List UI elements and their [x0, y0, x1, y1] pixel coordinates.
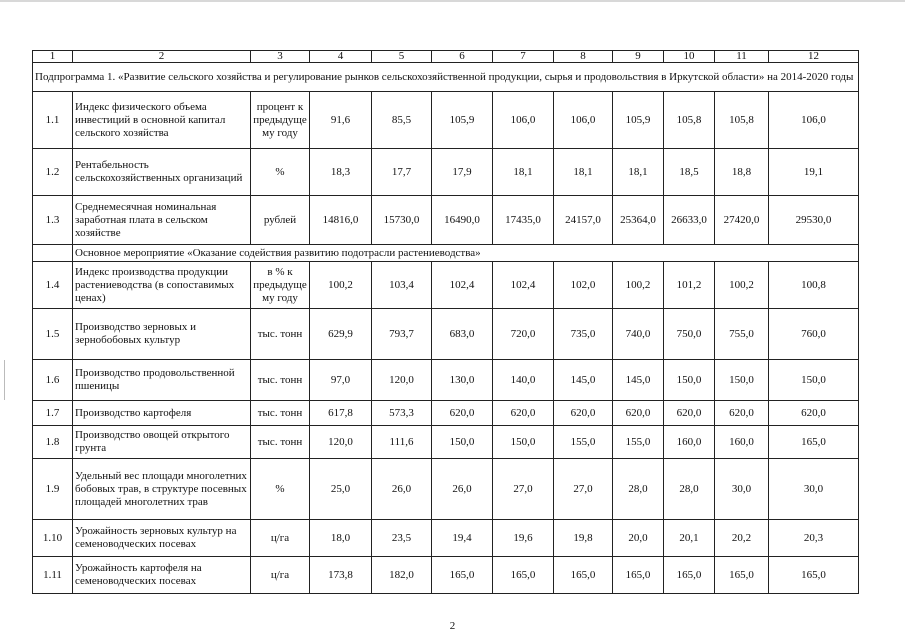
value-cell: 165,0: [554, 557, 613, 594]
value-cell: 28,0: [613, 459, 664, 520]
unit-cell: ц/га: [251, 557, 310, 594]
row-number: 1.10: [33, 520, 73, 557]
value-cell: 20,0: [613, 520, 664, 557]
value-cell: 182,0: [372, 557, 432, 594]
value-cell: 30,0: [715, 459, 769, 520]
value-cell: 23,5: [372, 520, 432, 557]
table-row: [33, 401, 859, 426]
value-cell: 18,8: [715, 149, 769, 196]
value-cell: 617,8: [310, 401, 372, 426]
indicators-table: [32, 50, 859, 594]
column-number: 8: [554, 51, 613, 63]
value-cell: 97,0: [310, 360, 372, 401]
value-cell: 26,0: [432, 459, 493, 520]
value-cell: 26633,0: [664, 196, 715, 245]
indicator-name: Производство овощей открытого грунта: [73, 426, 251, 459]
indicator-name: Производство продовольственной пшеницы: [73, 360, 251, 401]
value-cell: 18,1: [493, 149, 554, 196]
value-cell: 150,0: [493, 426, 554, 459]
row-number: 1.6: [33, 360, 73, 401]
table-row: [33, 149, 859, 196]
value-cell: 102,4: [432, 262, 493, 309]
subprogram-title: Подпрограмма 1. «Развитие сельского хозяйства и регулирование рынков сельскохозяйственной продукции, сырья и продовольствия в Иркутской области» на 2014-2020 годы: [33, 63, 859, 92]
table-row: [33, 262, 859, 309]
value-cell: 130,0: [432, 360, 493, 401]
value-cell: 15730,0: [372, 196, 432, 245]
value-cell: 18,1: [613, 149, 664, 196]
value-cell: 120,0: [310, 426, 372, 459]
value-cell: 105,8: [715, 92, 769, 149]
value-cell: 150,0: [432, 426, 493, 459]
value-cell: 28,0: [664, 459, 715, 520]
unit-cell: тыс. тонн: [251, 309, 310, 360]
value-cell: 18,5: [664, 149, 715, 196]
row-number: 1.1: [33, 92, 73, 149]
value-cell: 27,0: [554, 459, 613, 520]
value-cell: 573,3: [372, 401, 432, 426]
row-number: 1.5: [33, 309, 73, 360]
main-activity-row: [33, 245, 859, 262]
indicator-name: Индекс производства продукции растениеводства (в сопоставимых ценах): [73, 262, 251, 309]
value-cell: 85,5: [372, 92, 432, 149]
value-cell: 20,3: [769, 520, 859, 557]
value-cell: 14816,0: [310, 196, 372, 245]
row-number: 1.7: [33, 401, 73, 426]
indicator-name: Урожайность картофеля на семеноводческих посевах: [73, 557, 251, 594]
value-cell: 155,0: [554, 426, 613, 459]
column-number: 4: [310, 51, 372, 63]
unit-cell: рублей: [251, 196, 310, 245]
value-cell: 100,2: [310, 262, 372, 309]
value-cell: 20,1: [664, 520, 715, 557]
indicator-name: Среднемесячная номинальная заработная плата в сельском хозяйстве: [73, 196, 251, 245]
value-cell: 106,0: [769, 92, 859, 149]
value-cell: 25364,0: [613, 196, 664, 245]
value-cell: 160,0: [715, 426, 769, 459]
unit-cell: %: [251, 149, 310, 196]
value-cell: 106,0: [554, 92, 613, 149]
row-number: 1.2: [33, 149, 73, 196]
row-number: 1.8: [33, 426, 73, 459]
row-number: 1.3: [33, 196, 73, 245]
value-cell: 106,0: [493, 92, 554, 149]
row-number: 1.9: [33, 459, 73, 520]
main-activity-title: Основное мероприятие «Оказание содействия развитию подотрасли растениеводства»: [73, 245, 859, 262]
value-cell: 27420,0: [715, 196, 769, 245]
table-row: [33, 426, 859, 459]
value-cell: 25,0: [310, 459, 372, 520]
page-number: 2: [449, 620, 456, 632]
value-cell: 620,0: [493, 401, 554, 426]
unit-cell: ц/га: [251, 520, 310, 557]
value-cell: 150,0: [769, 360, 859, 401]
value-cell: 165,0: [664, 557, 715, 594]
value-cell: 165,0: [715, 557, 769, 594]
unit-cell: тыс. тонн: [251, 360, 310, 401]
value-cell: 793,7: [372, 309, 432, 360]
value-cell: 173,8: [310, 557, 372, 594]
table-row: [33, 360, 859, 401]
unit-cell: процент к предыдуще му году: [251, 92, 310, 149]
value-cell: 155,0: [613, 426, 664, 459]
value-cell: 20,2: [715, 520, 769, 557]
empty-cell: [33, 245, 73, 262]
value-cell: 150,0: [664, 360, 715, 401]
value-cell: 620,0: [715, 401, 769, 426]
value-cell: 26,0: [372, 459, 432, 520]
column-number: 1: [33, 51, 73, 63]
value-cell: 101,2: [664, 262, 715, 309]
subprogram-row: [33, 63, 859, 92]
unit-cell: тыс. тонн: [251, 401, 310, 426]
value-cell: 105,8: [664, 92, 715, 149]
value-cell: 17,7: [372, 149, 432, 196]
value-cell: 165,0: [493, 557, 554, 594]
value-cell: 620,0: [664, 401, 715, 426]
value-cell: 18,0: [310, 520, 372, 557]
column-number-row: [33, 51, 859, 63]
value-cell: 100,2: [715, 262, 769, 309]
indicator-name: Производство зерновых и зернобобовых культур: [73, 309, 251, 360]
value-cell: 29530,0: [769, 196, 859, 245]
column-number: 10: [664, 51, 715, 63]
value-cell: 620,0: [554, 401, 613, 426]
table-row: [33, 459, 859, 520]
indicator-name: Рентабельность сельскохозяйственных организаций: [73, 149, 251, 196]
value-cell: 120,0: [372, 360, 432, 401]
value-cell: 620,0: [613, 401, 664, 426]
scan-artifact: [4, 360, 5, 400]
value-cell: 102,4: [493, 262, 554, 309]
value-cell: 100,8: [769, 262, 859, 309]
value-cell: 103,4: [372, 262, 432, 309]
indicator-name: Индекс физического объема инвестиций в основной капитал сельского хозяйства: [73, 92, 251, 149]
value-cell: 145,0: [554, 360, 613, 401]
indicator-name: Производство картофеля: [73, 401, 251, 426]
column-number: 6: [432, 51, 493, 63]
scan-edge: [0, 0, 905, 2]
value-cell: 105,9: [432, 92, 493, 149]
value-cell: 18,1: [554, 149, 613, 196]
value-cell: 150,0: [715, 360, 769, 401]
value-cell: 735,0: [554, 309, 613, 360]
value-cell: 27,0: [493, 459, 554, 520]
value-cell: 145,0: [613, 360, 664, 401]
value-cell: 620,0: [769, 401, 859, 426]
column-number: 5: [372, 51, 432, 63]
value-cell: 17,9: [432, 149, 493, 196]
table-row: [33, 92, 859, 149]
value-cell: 165,0: [769, 426, 859, 459]
value-cell: 740,0: [613, 309, 664, 360]
indicator-name: Удельный вес площади многолетних бобовых трав, в структуре посевных площадей многолетних трав: [73, 459, 251, 520]
value-cell: 111,6: [372, 426, 432, 459]
row-number: 1.11: [33, 557, 73, 594]
indicator-name: Урожайность зерновых культур на семеноводческих посевах: [73, 520, 251, 557]
value-cell: 91,6: [310, 92, 372, 149]
table-row: [33, 309, 859, 360]
value-cell: 24157,0: [554, 196, 613, 245]
row-number: 1.4: [33, 262, 73, 309]
value-cell: 30,0: [769, 459, 859, 520]
unit-cell: тыс. тонн: [251, 426, 310, 459]
value-cell: 105,9: [613, 92, 664, 149]
table-row: [33, 557, 859, 594]
value-cell: 102,0: [554, 262, 613, 309]
unit-cell: в % к предыдуще му году: [251, 262, 310, 309]
unit-cell: %: [251, 459, 310, 520]
table-row: [33, 196, 859, 245]
value-cell: 18,3: [310, 149, 372, 196]
value-cell: 19,8: [554, 520, 613, 557]
value-cell: 16490,0: [432, 196, 493, 245]
column-number: 3: [251, 51, 310, 63]
column-number: 11: [715, 51, 769, 63]
value-cell: 160,0: [664, 426, 715, 459]
column-number: 2: [73, 51, 251, 63]
value-cell: 19,6: [493, 520, 554, 557]
value-cell: 100,2: [613, 262, 664, 309]
table-row: [33, 520, 859, 557]
value-cell: 750,0: [664, 309, 715, 360]
column-number: 9: [613, 51, 664, 63]
value-cell: 19,1: [769, 149, 859, 196]
value-cell: 683,0: [432, 309, 493, 360]
value-cell: 165,0: [769, 557, 859, 594]
value-cell: 17435,0: [493, 196, 554, 245]
value-cell: 755,0: [715, 309, 769, 360]
value-cell: 19,4: [432, 520, 493, 557]
column-number: 12: [769, 51, 859, 63]
value-cell: 140,0: [493, 360, 554, 401]
value-cell: 165,0: [613, 557, 664, 594]
value-cell: 165,0: [432, 557, 493, 594]
value-cell: 760,0: [769, 309, 859, 360]
value-cell: 720,0: [493, 309, 554, 360]
column-number: 7: [493, 51, 554, 63]
value-cell: 620,0: [432, 401, 493, 426]
value-cell: 629,9: [310, 309, 372, 360]
